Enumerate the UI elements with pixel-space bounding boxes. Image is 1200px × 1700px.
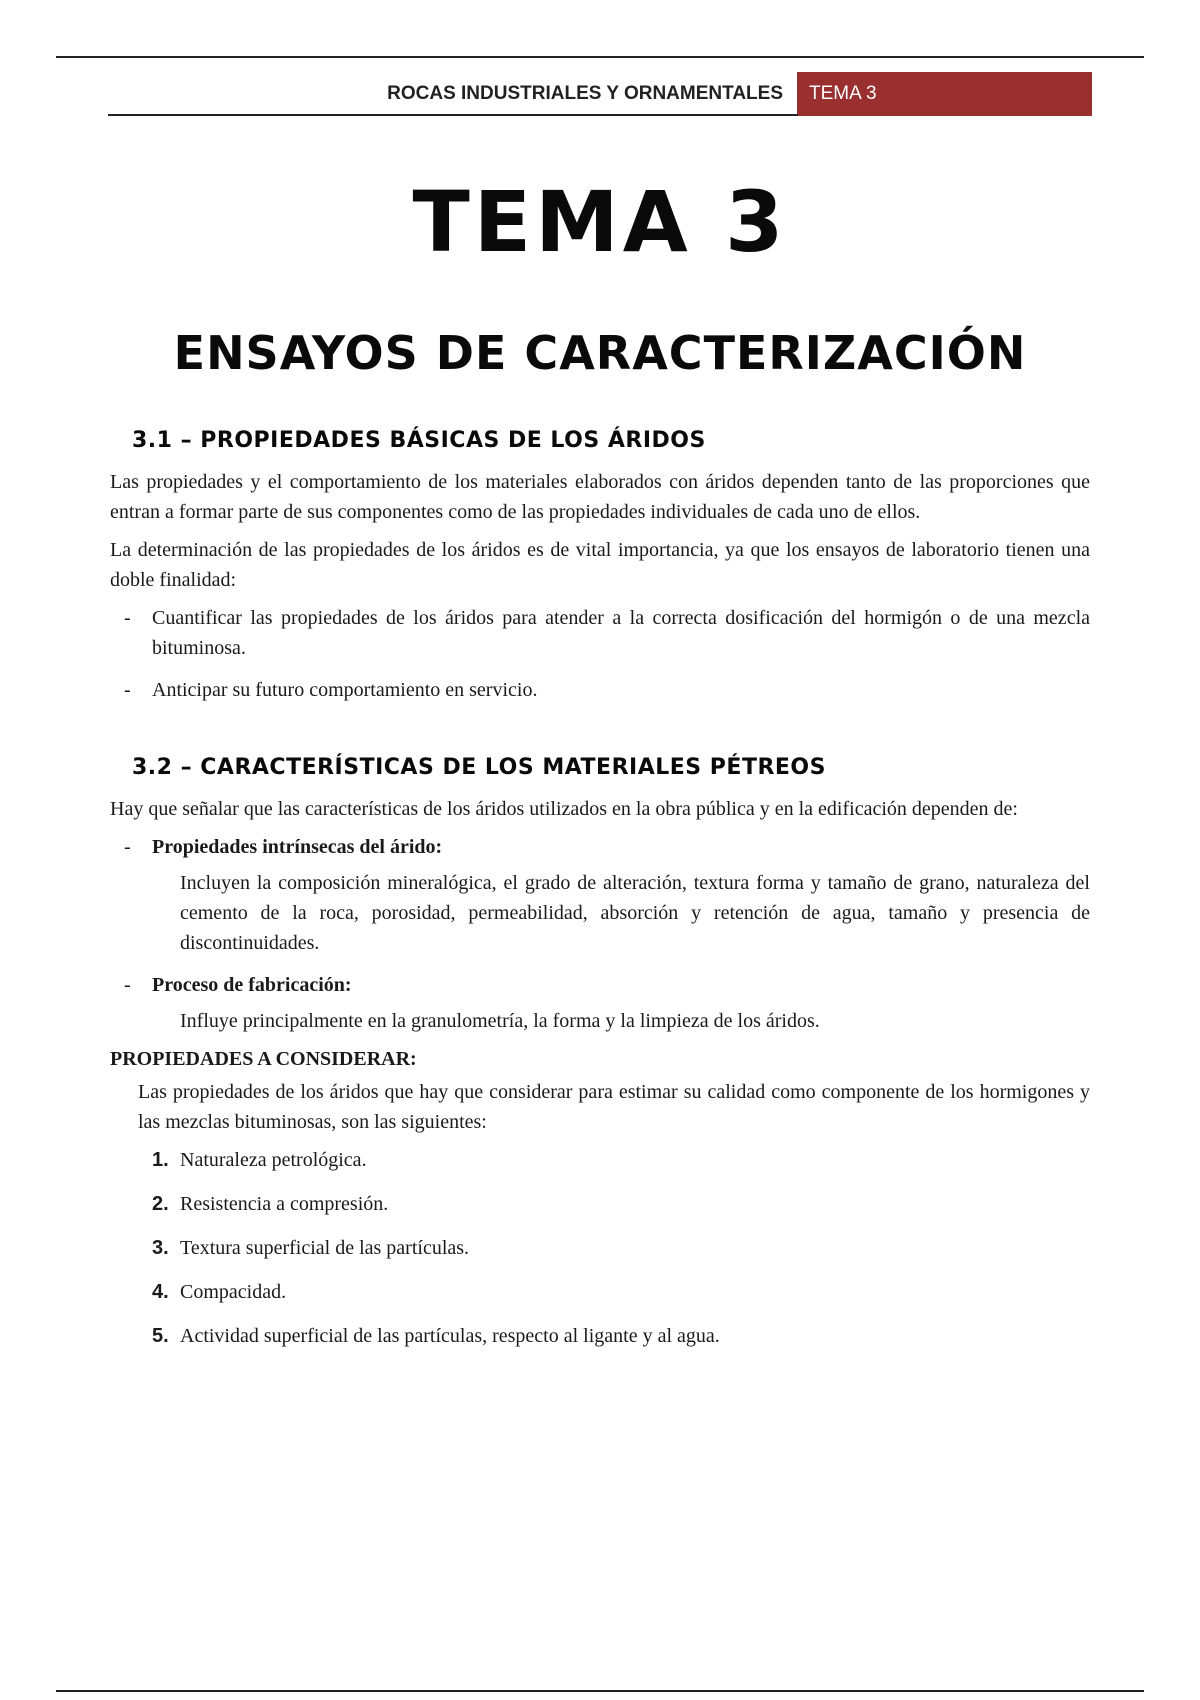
properties-intro: Las propiedades de los áridos que hay que considerar para estimar su calidad como componente de los hormigones y las mezclas bituminosas, son las siguientes: — [138, 1081, 1090, 1133]
numbered-item — [152, 1189, 1090, 1219]
header-badge: TEMA 3 — [797, 72, 1092, 116]
item-number: 4. — [152, 1281, 169, 1303]
numbered-item — [152, 1233, 1090, 1263]
page-header — [108, 72, 1092, 116]
page-title: TEMA 3 — [412, 173, 788, 271]
term-description: Influye principalmente en la granulometría, la forma y la limpieza de los áridos. — [180, 1010, 820, 1032]
numbered-item — [152, 1321, 1090, 1351]
list-item-text: Anticipar su futuro comportamiento en servicio. — [152, 679, 538, 701]
dash-bullet: - — [124, 679, 131, 701]
dash-bullet: - — [124, 836, 131, 858]
paragraph: Hay que señalar que las características de los áridos utilizados en la obra pública y en la edificación dependen de: — [110, 798, 1018, 820]
item-number: 5. — [152, 1325, 169, 1347]
numbered-item — [152, 1277, 1090, 1307]
paragraph: La determinación de las propiedades de los áridos es de vital importancia, ya que los ensayos de laboratorio tienen una doble finalidad: — [110, 539, 1090, 591]
section-heading-3-2: 3.2 – CARACTERÍSTICAS DE LOS MATERIALES PÉTREOS — [132, 755, 826, 780]
list-item-text: Cuantificar las propiedades de los áridos para atender a la correcta dosificación del hormigón o de una mezcla bituminosa. — [152, 607, 1090, 659]
numbered-item — [152, 1145, 1090, 1175]
item-number: 1. — [152, 1149, 169, 1171]
header-underline — [108, 114, 798, 116]
bullet-list — [110, 603, 1090, 705]
bottom-rule — [56, 1690, 1144, 1692]
item-text: Compacidad. — [180, 1281, 287, 1303]
bullet-list — [110, 832, 1090, 1036]
item-number: 2. — [152, 1193, 169, 1215]
paragraph: Las propiedades y el comportamiento de los materiales elaborados con áridos dependen tanto de las proporciones que entran a formar parte de sus componentes como de las propiedades individuales de cada uno de ellos. — [110, 471, 1090, 523]
dash-bullet: - — [124, 974, 131, 996]
dash-bullet: - — [124, 607, 131, 629]
item-text: Textura superficial de las partículas. — [180, 1237, 470, 1259]
term-title: Proceso de fabricación: — [152, 974, 352, 996]
list-item — [110, 832, 1090, 958]
item-text: Naturaleza petrológica. — [180, 1149, 367, 1171]
term-title: Propiedades intrínsecas del árido: — [152, 836, 443, 858]
section-heading-3-1: 3.1 – PROPIEDADES BÁSICAS DE LOS ÁRIDOS — [132, 428, 706, 453]
list-item — [110, 675, 1090, 705]
item-text: Actividad superficial de las partículas, respecto al ligante y al agua. — [180, 1325, 720, 1347]
document-body — [110, 428, 1090, 1365]
list-item — [110, 603, 1090, 663]
page-subtitle: ENSAYOS DE CARACTERIZACIÓN — [173, 326, 1027, 380]
item-number: 3. — [152, 1237, 169, 1259]
top-rule — [56, 56, 1144, 58]
term-description: Incluyen la composición mineralógica, el grado de alteración, textura forma y tamaño de grano, naturaleza del cemento de la roca, porosidad, permeabilidad, absorción y retención de agua, tamaño y presencia de discontinuidades. — [180, 872, 1090, 954]
numbered-list — [110, 1145, 1090, 1351]
header-title: ROCAS INDUSTRIALES Y ORNAMENTALES — [387, 83, 783, 104]
list-item — [110, 970, 1090, 1036]
properties-heading: PROPIEDADES A CONSIDERAR: — [110, 1048, 417, 1070]
item-text: Resistencia a compresión. — [180, 1193, 389, 1215]
